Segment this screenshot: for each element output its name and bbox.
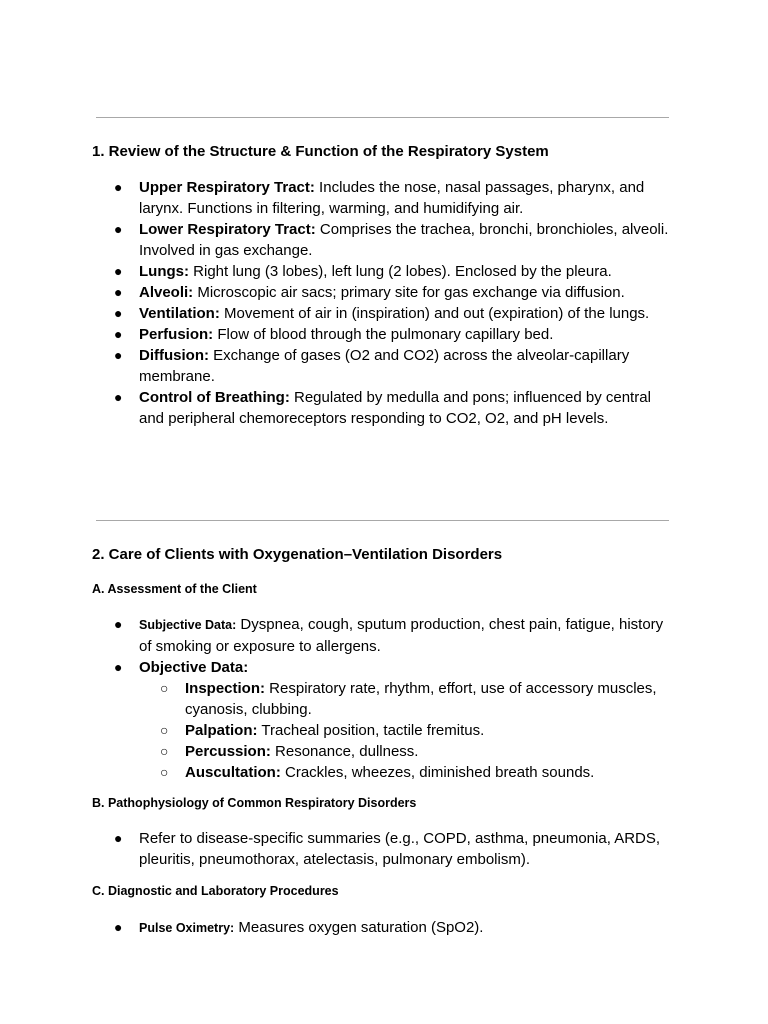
item-text: Regulated by medulla and pons; influenced by central and peripheral chemoreceptors responding to CO2, O2, and pH levels. [139, 389, 651, 427]
sublist-item [0, 762, 675, 783]
bullet-icon: ● [114, 326, 123, 342]
bullet-icon: ● [114, 919, 123, 935]
item-text: Includes the nose, nasal passages, pharynx, and larynx. Functions in filtering, warming, and humidifying air. [139, 179, 645, 217]
item-text: Tracheal position, tactile fremitus. [257, 722, 485, 739]
list-item [0, 345, 675, 387]
item-term: Ventilation: [139, 305, 220, 322]
subsection-c-heading: C. Diagnostic and Laboratory Procedures [92, 884, 339, 898]
bullet-icon: ● [114, 305, 123, 321]
list-item [0, 303, 675, 324]
item-term: Control of Breathing: [139, 389, 290, 406]
sublist-item [0, 741, 675, 762]
list-item [0, 657, 675, 783]
bullet-icon: ● [114, 347, 123, 363]
list-item [0, 828, 675, 870]
item-term: Inspection: [185, 680, 266, 697]
sublist-item [0, 720, 675, 741]
list-item [0, 324, 675, 345]
horizontal-rule-2 [96, 520, 669, 521]
circle-bullet-icon: ○ [160, 722, 169, 738]
item-term: Subjective Data: [139, 618, 237, 632]
circle-bullet-icon: ○ [160, 680, 169, 696]
list-item [0, 387, 675, 429]
circle-bullet-icon: ○ [160, 743, 169, 759]
item-text: Comprises the trachea, bronchi, bronchioles, alveoli. Involved in gas exchange. [139, 221, 669, 259]
item-text: Movement of air in (inspiration) and out (expiration) of the lungs. [219, 305, 650, 322]
section-2-heading: 2. Care of Clients with Oxygenation–Ventilation Disorders [92, 546, 503, 563]
bullet-icon: ● [114, 659, 123, 675]
item-term: Auscultation: [185, 764, 281, 781]
item-term: Perfusion: [139, 326, 214, 343]
item-term: Diffusion: [139, 347, 209, 364]
list-item [0, 219, 675, 261]
bullet-icon: ● [114, 263, 123, 279]
item-term: Objective Data: [139, 659, 249, 676]
item-text: Resonance, dullness. [270, 743, 419, 760]
item-text: Refer to disease-specific summaries (e.g., COPD, asthma, pneumonia, ARDS, pleuritis, pneumothorax, atelectasis, pulmonary embolism). [139, 830, 661, 868]
list-item [0, 261, 675, 282]
list-item [0, 917, 675, 939]
item-text: Right lung (3 lobes), left lung (2 lobes). Enclosed by the pleura. [189, 263, 612, 280]
list-item [0, 177, 675, 219]
item-term: Lower Respiratory Tract: [139, 221, 316, 238]
bullet-icon: ● [114, 221, 123, 237]
item-term: Percussion: [185, 743, 271, 760]
sublist-item [0, 678, 675, 720]
item-text: Flow of blood through the pulmonary capillary bed. [213, 326, 554, 343]
bullet-icon: ● [114, 389, 123, 405]
item-text: Dyspnea, cough, sputum production, chest pain, fatigue, history of smoking or exposure to allergens. [139, 616, 664, 655]
bullet-icon: ● [114, 830, 123, 846]
item-text: Crackles, wheezes, diminished breath sounds. [280, 764, 595, 781]
pathophysiology-list [0, 828, 675, 870]
item-term: Lungs: [139, 263, 189, 280]
section-1-list [0, 177, 675, 429]
horizontal-rule-1 [96, 117, 669, 118]
objective-data-sublist [139, 678, 675, 783]
list-item [0, 614, 675, 657]
bullet-icon: ● [114, 179, 123, 195]
item-text: Microscopic air sacs; primary site for gas exchange via diffusion. [193, 284, 625, 301]
item-text: Measures oxygen saturation (SpO2). [234, 919, 484, 936]
section-1-heading: 1. Review of the Structure & Function of the Respiratory System [92, 143, 549, 160]
item-term: Upper Respiratory Tract: [139, 179, 315, 196]
diagnostics-list [0, 917, 675, 939]
subsection-a-heading: A. Assessment of the Client [92, 582, 257, 596]
item-term: Palpation: [185, 722, 258, 739]
bullet-icon: ● [114, 616, 123, 632]
bullet-icon: ● [114, 284, 123, 300]
assessment-list [0, 614, 675, 783]
item-term: Pulse Oximetry: [139, 921, 235, 935]
circle-bullet-icon: ○ [160, 764, 169, 780]
subsection-b-heading: B. Pathophysiology of Common Respiratory Disorders [92, 796, 417, 810]
item-text: Respiratory rate, rhythm, effort, use of accessory muscles, cyanosis, clubbing. [185, 680, 657, 718]
list-item [0, 282, 675, 303]
item-term: Alveoli: [139, 284, 194, 301]
item-text: Exchange of gases (O2 and CO2) across the alveolar-capillary membrane. [139, 347, 630, 385]
